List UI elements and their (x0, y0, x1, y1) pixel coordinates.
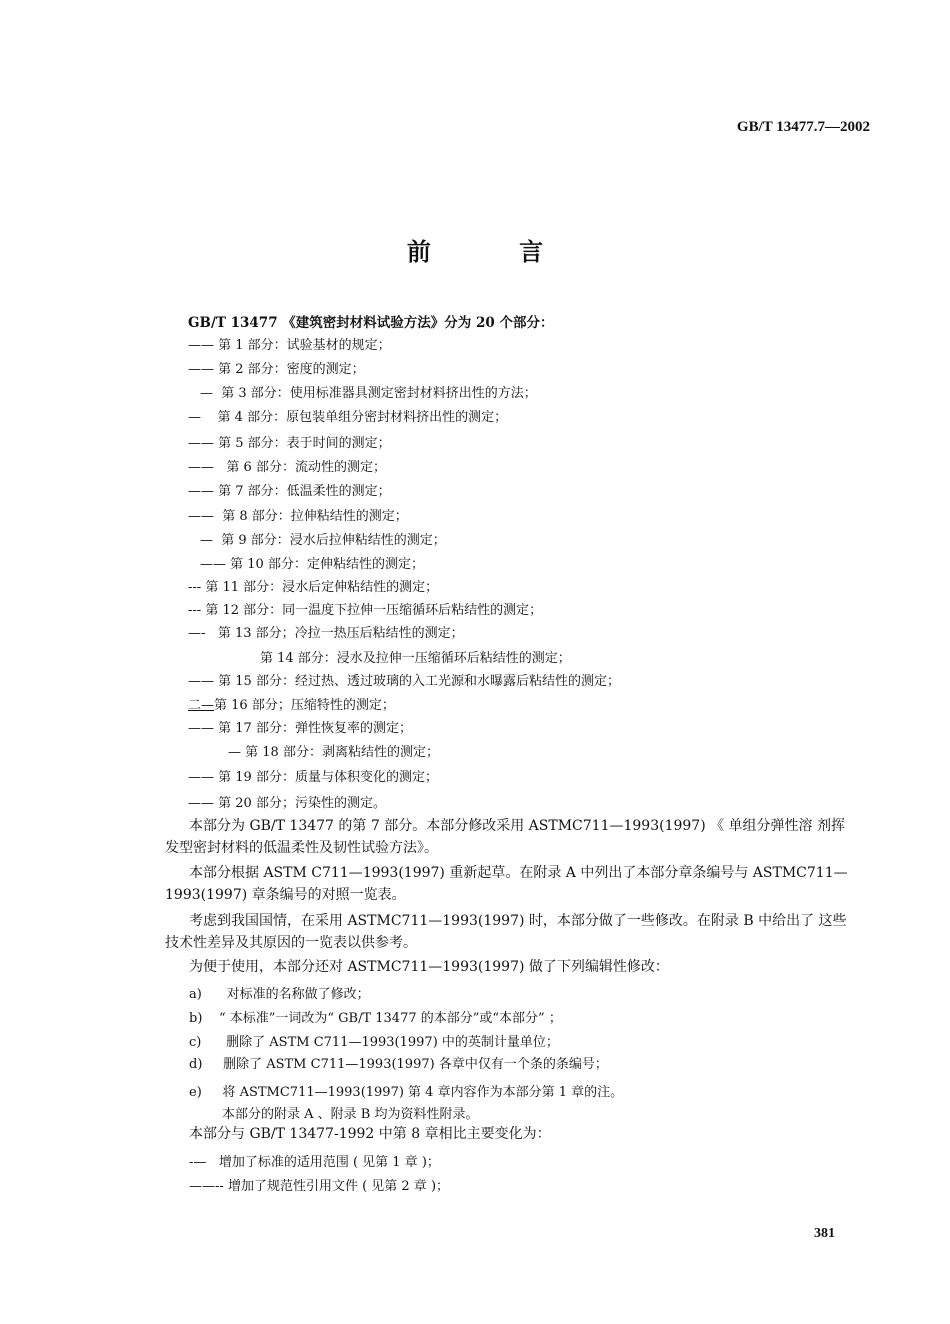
list-item (189, 1151, 440, 1170)
list-text: 将 ASTMC711—1993(1997) 第 4 章内容作为本部分第 1 章的注。 (222, 1085, 624, 1100)
list-text: 第 13 部分；冷拉一热压后粘结性的测定； (217, 626, 464, 641)
list-text: 第 14 部分：浸水及拉伸一压缩循环后粘结性的测定； (260, 651, 571, 666)
list-dash: — (200, 533, 213, 548)
list-item (200, 382, 537, 401)
list-text: 第 7 部分：低温柔性的测定； (218, 484, 391, 499)
list-dash: — (188, 410, 201, 425)
list-item (189, 1081, 623, 1100)
list-item (189, 1031, 559, 1050)
list-text: 第 2 部分：密度的测定； (218, 362, 365, 377)
list-text: 第 19 部分：质量与体积变化的测定； (218, 770, 438, 785)
list-dash: —— (200, 557, 226, 572)
list-item (188, 358, 365, 377)
list-dash: —— (188, 338, 214, 353)
list-label: d) (189, 1057, 203, 1072)
annex-note: 本部分的附录 A 、附录 B 均为资料性附录。 (222, 1107, 479, 1122)
list-text: 第 1 部分：试验基材的规定； (218, 338, 391, 353)
list-item (188, 406, 507, 425)
list-text: 增加了规范性引用文件 ( 见第 2 章 )； (227, 1179, 450, 1194)
list-dash: -— (189, 1155, 207, 1170)
list-item (188, 792, 386, 811)
list-text: 第 5 部分：表于时间的测定； (218, 436, 391, 451)
list-text: 第 9 部分：浸水后拉伸粘结性的测定； (221, 533, 446, 548)
list-text: 第 4 部分：原包装单组分密封材料挤出性的测定； (217, 410, 508, 425)
list-text: “ 本标准”一词改为“ GB/T 13477 的本部分”或“本部分” ； (218, 1011, 562, 1026)
list-item (188, 505, 408, 524)
paragraph-editorial: 为便于使用，本部分还对 ASTMC711—1993(1997) 做了下列编辑性修改： (189, 959, 669, 975)
list-text: 第 10 部分：定伸粘结性的测定； (230, 557, 424, 572)
list-label: b) (189, 1011, 203, 1026)
list-dash: —— (188, 509, 214, 524)
list-item (188, 432, 391, 451)
list-text: 第 11 部分：浸水后定伸粘结性的测定； (205, 580, 439, 595)
list-label: e) (189, 1085, 202, 1100)
list-item (188, 622, 464, 641)
list-text: 第 3 部分：使用标准器具测定密封材料挤出性的方法； (221, 386, 537, 401)
list-dash: —— (188, 362, 214, 377)
list-text: 对标准的名称做了修改； (226, 987, 370, 1002)
list-text: 删除了 ASTM C711—1993(1997) 各章中仅有一个条的条编号； (223, 1057, 608, 1072)
page-title: 前 言 (406, 237, 584, 266)
list-text: 第 15 部分：经过热、透过玻璃的入工光源和水曝露后粘结性的测定； (218, 674, 620, 689)
list-text: 删除了 ASTM C711—1993(1997) 中的英制计量单位； (226, 1035, 559, 1050)
paragraph-scope: 本部分为 GB/T 13477 的第 7 部分。本部分修改采用 ASTMC711—1993(1997) 《 单组分弹性溶 剂挥发型密封材料的低温柔性及韧性试验方法》。 (165, 818, 846, 856)
list-dash: — (228, 745, 241, 760)
list-dash: —— (188, 460, 214, 475)
list-dash: ——-- (189, 1179, 224, 1194)
list-item (188, 576, 438, 595)
list-item (200, 529, 446, 548)
list-dash: —— (188, 770, 214, 785)
list-item (200, 553, 424, 572)
list-text: 增加了标准的适用范围 ( 见第 1 章 )； (218, 1155, 440, 1170)
list-dash: --- (188, 580, 202, 595)
list-dash: 二— (188, 698, 215, 713)
standard-id: GB/T 13477.7—2002 (736, 119, 870, 135)
list-item (228, 741, 439, 760)
list-label: c) (189, 1035, 202, 1050)
list-item (188, 670, 620, 689)
list-item (188, 334, 391, 353)
list-dash: —— (188, 484, 214, 499)
list-item (188, 599, 542, 618)
list-text: 第 16 部分；压缩特性的测定； (214, 698, 395, 713)
list-dash: --- (188, 603, 202, 618)
list-item (188, 717, 412, 736)
list-text: 第 20 部分；污染性的测定。 (218, 796, 386, 811)
list-item (188, 480, 391, 499)
list-text: 第 17 部分：弹性恢复率的测定； (218, 721, 412, 736)
parts-intro: GB/T 13477 《建筑密封材料试验方法》分为 20 个部分： (188, 315, 554, 331)
list-text: 第 6 部分：流动性的测定； (226, 460, 386, 475)
list-dash: — (200, 386, 213, 401)
list-text: 第 8 部分：拉伸粘结性的测定； (222, 509, 408, 524)
changes-intro: 本部分与 GB/T 13477-1992 中第 8 章相比主要变化为： (189, 1126, 551, 1142)
list-text: 第 12 部分：同一温度下拉伸一压缩循环后粘结性的测定； (205, 603, 543, 618)
list-item (188, 766, 438, 785)
list-dash: —— (188, 436, 214, 451)
list-dash: —— (188, 674, 214, 689)
list-text: 第 18 部分：剥离粘结性的测定； (245, 745, 439, 760)
page-number: 381 (814, 1226, 835, 1241)
list-item (189, 983, 370, 1002)
list-item (188, 456, 386, 475)
list-item (189, 1007, 562, 1026)
list-item (189, 1175, 449, 1194)
list-dash: —- (188, 626, 206, 641)
list-dash: —— (188, 721, 214, 736)
paragraph-modifications: 考虑到我国国情，在采用 ASTMC711—1993(1997) 时，本部分做了一些修改。在附录 B 中给出了 这些技术性差异及其原因的一览表以供参考。 (165, 913, 847, 951)
list-dash: —— (188, 796, 214, 811)
list-item (260, 647, 571, 666)
list-item (188, 694, 395, 713)
list-item (189, 1053, 608, 1072)
list-label: a) (189, 987, 202, 1002)
paragraph-drafting: 本部分根据 ASTM C711—1993(1997) 重新起草。在附录 A 中列出了本部分章条编号与 ASTMC711—1993(1997) 章条编号的对照一览表。 (165, 865, 848, 903)
